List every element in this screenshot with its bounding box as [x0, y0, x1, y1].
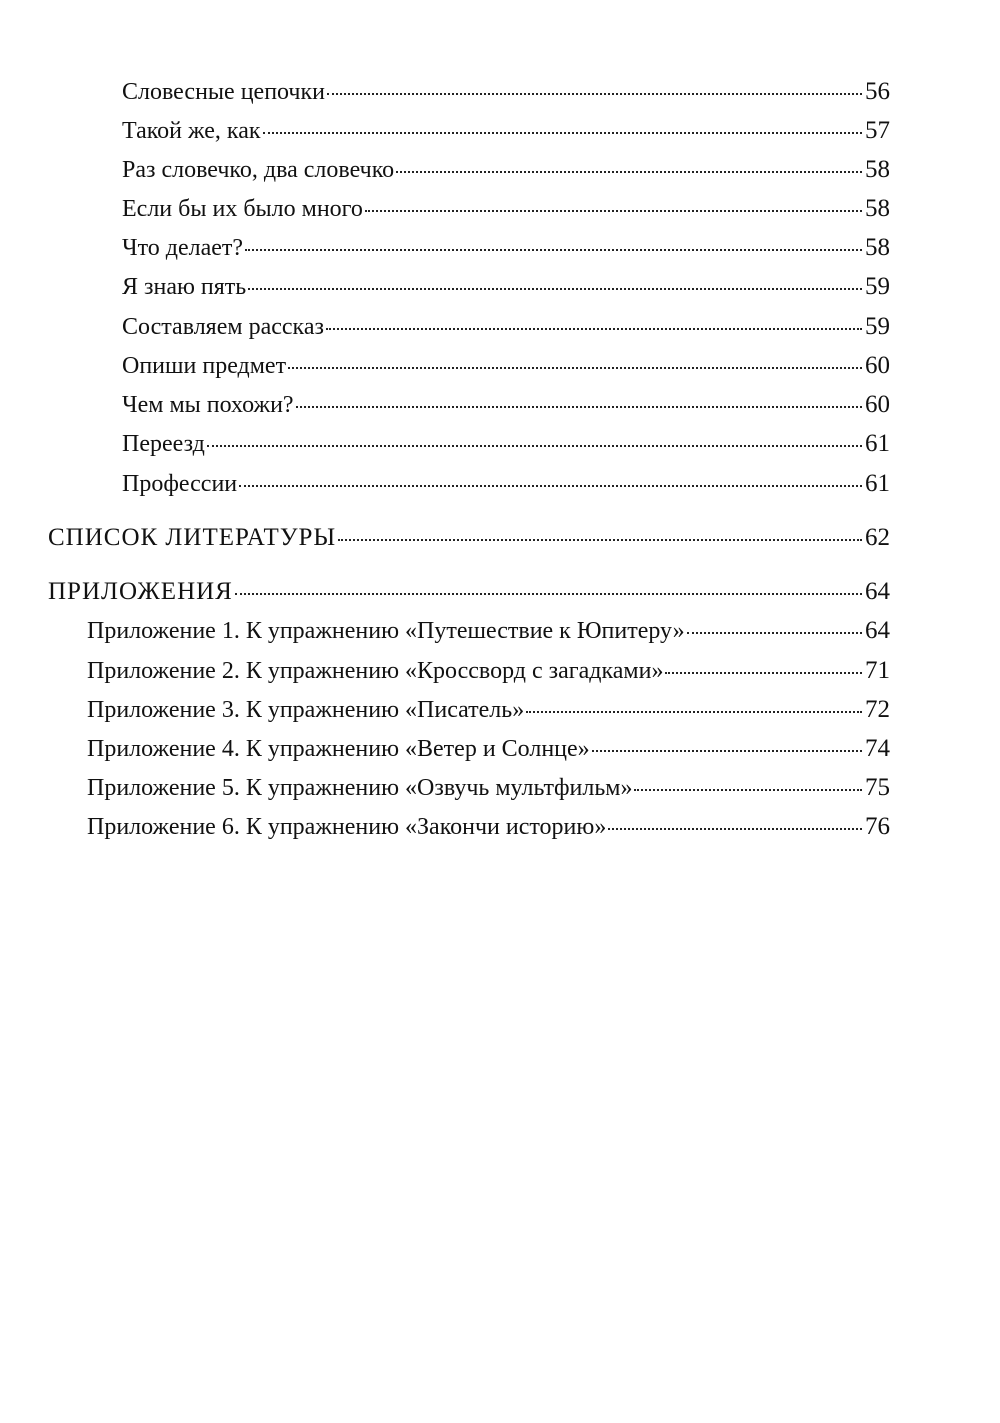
toc-entry: [122, 470, 890, 498]
dot-leader: [207, 445, 862, 447]
toc-entry: [122, 234, 890, 262]
toc-entry-title: Такой же, как: [122, 118, 261, 144]
toc-entry-page: 76: [865, 813, 890, 840]
toc-entry-title: Приложение 5. К упражнению «Озвучь мультфильм»: [87, 775, 633, 801]
toc-entry-page: 59: [865, 273, 890, 300]
toc-entry-title: Словесные цепочки: [122, 79, 325, 105]
dot-leader: [526, 711, 862, 713]
toc-entry: [122, 430, 890, 458]
toc-entry: [122, 156, 890, 184]
toc-entry: [122, 195, 890, 223]
toc-entry-page: 61: [865, 430, 890, 457]
dot-leader: [365, 210, 862, 212]
toc-entry-page: 58: [865, 156, 890, 183]
dot-leader: [396, 171, 862, 173]
toc-appendix-entry: [87, 696, 890, 724]
toc-entry: [122, 313, 890, 341]
toc-entry-page: 59: [865, 313, 890, 340]
dot-leader: [592, 750, 862, 752]
toc-entry-title: Приложение 2. К упражнению «Кроссворд с загадками»: [87, 658, 664, 684]
toc-entry-title: Профессии: [122, 471, 238, 497]
dot-leader: [326, 328, 862, 330]
toc-entry-page: 58: [865, 234, 890, 261]
toc-appendix-entry: [87, 735, 890, 763]
toc-entry-page: 56: [865, 78, 890, 105]
toc-entry-title: Опиши предмет: [122, 353, 287, 379]
toc-entry-title: Приложение 1. К упражнению «Путешествие к Юпитеру»: [87, 618, 685, 644]
toc-section-literature: [48, 524, 890, 552]
dot-leader: [327, 93, 862, 95]
toc-entry-title: Я знаю пять: [122, 274, 247, 300]
toc-section-page: 62: [865, 524, 890, 551]
dot-leader: [296, 406, 862, 408]
dot-leader: [263, 132, 862, 134]
toc-appendix-entry: [87, 617, 890, 645]
toc-entry-page: 71: [865, 657, 890, 684]
dot-leader: [687, 632, 862, 634]
toc-entry-title: Составляем рассказ: [122, 314, 324, 340]
toc-entry-title: Приложение 4. К упражнению «Ветер и Солнце»: [87, 736, 590, 762]
toc-entry-title: Что делает?: [122, 235, 244, 261]
toc-entry-page: 64: [865, 617, 890, 644]
dot-leader: [248, 288, 862, 290]
dot-leader: [608, 828, 862, 830]
toc-section-page: 64: [865, 578, 890, 605]
dot-leader: [338, 539, 862, 541]
toc-entry: [122, 117, 890, 145]
toc-entry-title: Переезд: [122, 431, 205, 457]
toc-appendix-entry: [87, 657, 890, 685]
dot-leader: [288, 367, 862, 369]
toc-entry-title: Приложение 3. К упражнению «Писатель»: [87, 697, 525, 723]
toc-entry: [122, 391, 890, 419]
toc-section-title: СПИСОК ЛИТЕРАТУРЫ: [48, 524, 337, 551]
toc-entry-title: Раз словечко, два словечко: [122, 157, 395, 183]
dot-leader: [665, 672, 862, 674]
toc-section-appendices: [48, 578, 890, 606]
toc-entry: [122, 352, 890, 380]
toc-entry: [122, 78, 890, 106]
dot-leader: [239, 485, 862, 487]
toc-entry-page: 60: [865, 391, 890, 418]
dot-leader: [235, 593, 862, 595]
toc-entry-page: 61: [865, 470, 890, 497]
toc-entry-title: Приложение 6. К упражнению «Закончи историю»: [87, 814, 607, 840]
dot-leader: [245, 249, 862, 251]
toc-entry-page: 74: [865, 735, 890, 762]
toc-appendix-entry: [87, 774, 890, 802]
toc-appendix-entry: [87, 813, 890, 841]
toc-entry-page: 75: [865, 774, 890, 801]
toc-entry: [122, 273, 890, 301]
toc-section-title: ПРИЛОЖЕНИЯ: [48, 578, 233, 605]
dot-leader: [634, 789, 862, 791]
toc-entry-title: Чем мы похожи?: [122, 392, 294, 418]
toc-entry-title: Если бы их было много: [122, 196, 363, 222]
toc-entry-page: 72: [865, 696, 890, 723]
toc-entry-page: 60: [865, 352, 890, 379]
toc-entry-page: 57: [865, 117, 890, 144]
toc-entry-page: 58: [865, 195, 890, 222]
